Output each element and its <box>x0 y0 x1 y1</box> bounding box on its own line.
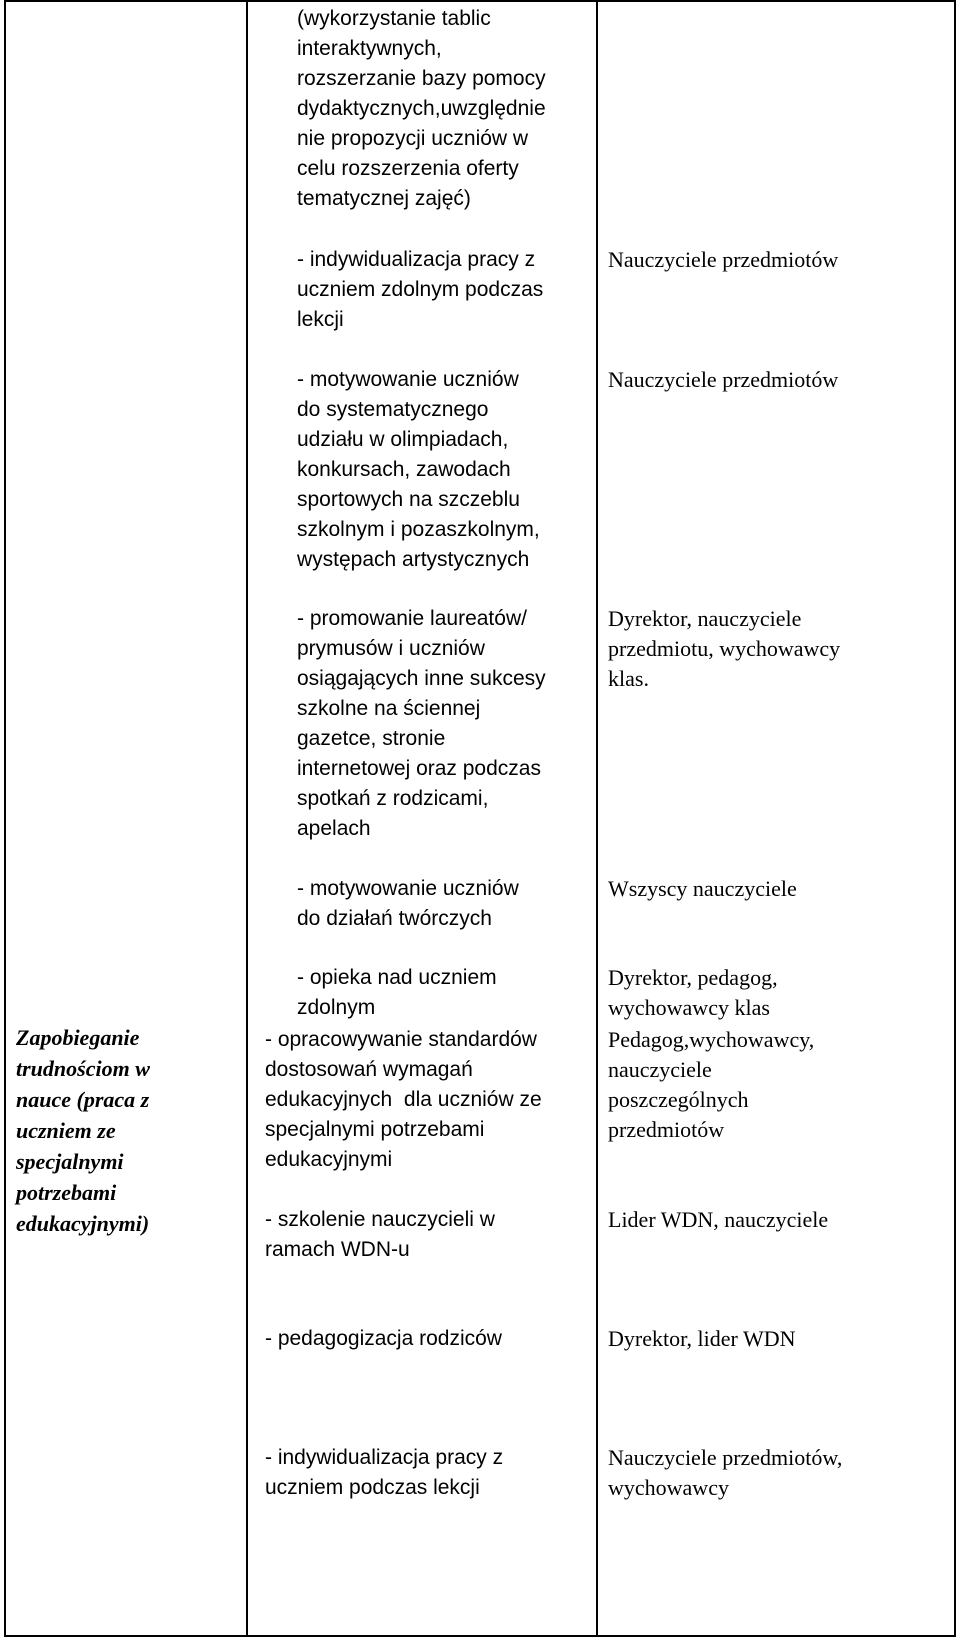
task-cell: - pedagogizacja rodziców <box>265 1327 502 1350</box>
task-cell: (wykorzystanie tablic interaktywnych, rozszerzanie bazy pomocy dydaktycznych,uwzględnie nie propozycji uczniów w celu rozszerzenia oferty tematycznej zajęć) <box>297 7 546 210</box>
task-cell: - opracowywanie standardów dostosowań wymagań edukacyjnych dla uczniów ze specjalnymi potrzebami edukacyjnymi <box>265 1028 542 1171</box>
task-cell: - indywidualizacja pracy z uczniem zdolnym podczas lekcji <box>297 248 544 331</box>
responsible-cell: Dyrektor, nauczyciele przedmiotu, wychowawcy klas. <box>608 606 841 691</box>
column-divider <box>596 2 598 1635</box>
task-cell: - szkolenie nauczycieli w ramach WDN-u <box>265 1208 495 1261</box>
responsible-cell: Nauczyciele przedmiotów <box>608 367 839 392</box>
task-cell: - indywidualizacja pracy z uczniem podczas lekcji <box>265 1446 504 1499</box>
task-cell: - promowanie laureatów/ prymusów i uczniów osiągających inne sukcesy szkolne na ściennej gazetce, stronie internetowej oraz podczas spotkań z rodzicami, apelach <box>297 607 546 840</box>
responsible-cell: Nauczyciele przedmiotów, wychowawcy <box>608 1445 843 1500</box>
task-cell: - motywowanie uczniów do systematycznego udziału w olimpiadach, konkursach, zawodach sportowych na szczeblu szkolnym i pozaszkolnym, występach artystycznych <box>297 368 540 571</box>
responsible-cell: Nauczyciele przedmiotów <box>608 247 839 272</box>
responsible-cell: Wszyscy nauczyciele <box>608 876 797 901</box>
responsible-cell: Pedagog,wychowawcy, nauczyciele poszczególnych przedmiotów <box>608 1027 815 1142</box>
responsible-cell: Dyrektor, pedagog, wychowawcy klas <box>608 965 778 1020</box>
responsible-cell: Lider WDN, nauczyciele <box>608 1207 829 1232</box>
task-cell: - opieka nad uczniem zdolnym <box>297 966 497 1019</box>
column-divider <box>246 2 248 1635</box>
task-cell: - motywowanie uczniów do działań twórczych <box>297 877 519 930</box>
category-label: Zapobieganie trudnościom w nauce (praca z uczniem ze specjalnymi potrzebami edukacyjnymi) <box>16 1025 150 1236</box>
responsible-cell: Dyrektor, lider WDN <box>608 1326 796 1351</box>
